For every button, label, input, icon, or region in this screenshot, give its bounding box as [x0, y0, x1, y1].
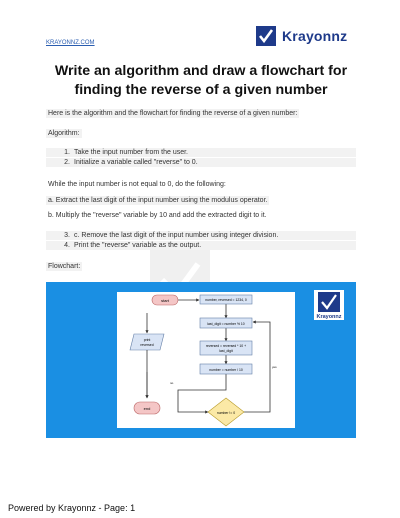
brand-name: Krayonnz	[282, 28, 348, 44]
decision-label: number != 0	[216, 411, 236, 415]
flowchart-label: Flowchart:	[48, 263, 81, 270]
step-text: Take the input number from the user.	[74, 149, 189, 156]
reversed-update-label-1: reversed = reversed * 10 +	[205, 344, 247, 348]
step-number: 4.	[64, 242, 70, 249]
no-label: no	[170, 381, 174, 385]
print-label-2: reversed	[140, 343, 154, 347]
start-label: start	[161, 298, 169, 303]
init-label: number, reversed = 1234, 0	[205, 298, 247, 302]
intro-text: Here is the algorithm and the flowchart for finding the reverse of a given number:	[48, 110, 298, 117]
algorithm-label: Algorithm:	[48, 130, 80, 137]
step-number: 2.	[64, 159, 70, 166]
page-footer: Powered by Krayonnz - Page: 1	[8, 503, 136, 513]
end-label: end	[143, 406, 151, 411]
page-title: Write an algorithm and draw a flowchart for finding the reverse of a given number	[54, 63, 348, 98]
step-text: Initialize a variable called "reverse" to 0.	[74, 159, 198, 166]
site-link[interactable]: KRAYONNZ.COM	[46, 40, 95, 46]
step-text: Print the "reverse" variable as the output.	[74, 242, 202, 249]
last-digit-label: last_digit = number % 10	[207, 322, 245, 326]
sub-step-a: a. Extract the last digit of the input number using the modulus operator.	[48, 197, 268, 204]
yes-label: yes	[272, 365, 277, 369]
flowchart-brand-name: Krayonnz	[316, 314, 342, 320]
reversed-update-label-2: last_digit	[219, 349, 233, 353]
number-update-label: number = number / 10	[209, 368, 243, 372]
sub-step-b: b. Multiply the "reverse" variable by 10 and add the extracted digit to it.	[48, 212, 267, 219]
step-number: 3.	[64, 232, 70, 239]
step-text: c. Remove the last digit of the input number using integer division.	[74, 232, 279, 239]
print-label-1: print	[143, 338, 151, 342]
step-number: 1.	[64, 149, 70, 156]
flowchart-logo-icon	[318, 292, 340, 312]
print-node	[130, 334, 164, 350]
loop-intro: While the input number is not equal to 0, do the following:	[48, 181, 226, 188]
